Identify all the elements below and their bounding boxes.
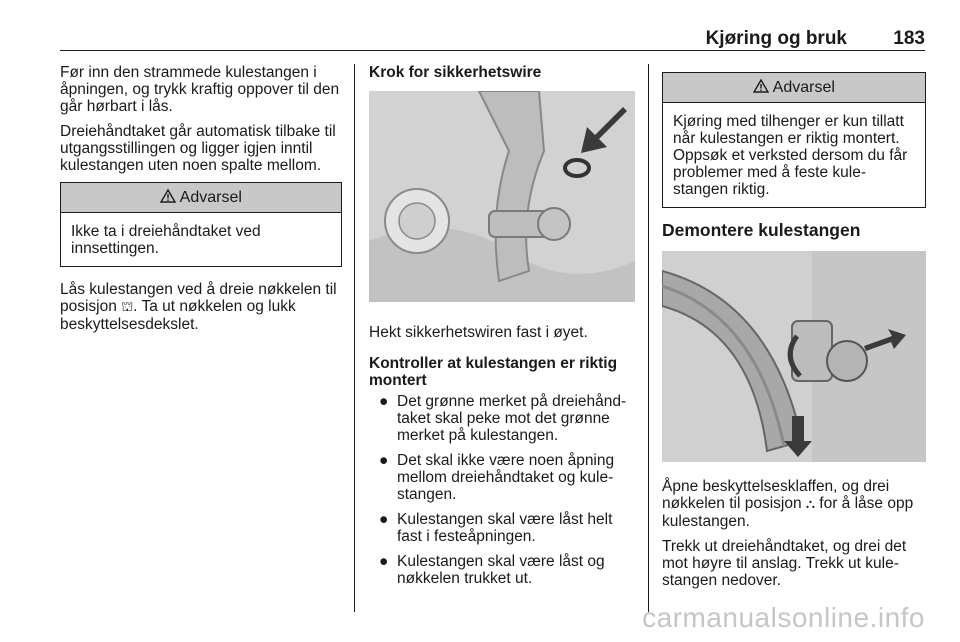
lock-open-icon: ⛬ bbox=[805, 497, 815, 512]
column-divider-2 bbox=[648, 64, 649, 612]
bullet-icon: ● bbox=[379, 452, 389, 469]
warning-title: Advarsel bbox=[179, 189, 242, 206]
list-item-text: Det skal ikke være noen åpning mellom dreiehåndtaket og kulestangen. bbox=[397, 452, 615, 503]
bullet-icon: ● bbox=[379, 511, 389, 528]
watermark: carmanualsonline.info bbox=[642, 602, 925, 633]
warning-box bbox=[60, 182, 342, 267]
heading-remove-ball: Demontere kulestangen bbox=[662, 220, 861, 240]
lock-text-b: . Ta ut nøkkelen og lukk beskyttelsesdekslet. bbox=[60, 298, 296, 333]
warning-triangle-icon bbox=[753, 79, 773, 96]
safety-wire-eye-illustration bbox=[369, 91, 635, 306]
heading-check-mounted: Kontroller at kulestangen er riktig montert bbox=[369, 355, 618, 389]
section-title: Kjøring og bruk bbox=[705, 28, 847, 49]
list-item bbox=[369, 452, 635, 503]
warning-text: Kjøring med tilhenger er kun tillatt når kulestangen er riktig montert. Oppsøk et verksted dersom du får problemer med å feste kulestangen riktig. bbox=[673, 113, 908, 198]
paragraph-handle-returns: Dreiehåndtaket går automatisk tilbake til utgangsstillingen og ligger igjen inntil kulestangen uten noen spalte mellom. bbox=[60, 123, 336, 174]
page-header bbox=[60, 26, 925, 51]
bullet-icon: ● bbox=[379, 553, 389, 570]
list-item bbox=[369, 393, 635, 444]
warning-box bbox=[662, 72, 926, 208]
lock-text-a: Lås kulestangen ved å dreie nøkkelen til posisjon bbox=[60, 281, 337, 315]
warning-header bbox=[663, 73, 925, 103]
paragraph-pull-handle: Trekk ut dreiehåndtaket, og drei det mot høyre til anslag. Trekk ut kulestangen nedover. bbox=[662, 538, 907, 589]
list-item-text: Det grønne merket på dreiehåndtaket skal peke mot det grønne merket på kulestangen. bbox=[397, 393, 627, 444]
warning-text: Ikke ta i dreiehåndtaket ved innsettingen. bbox=[71, 223, 261, 257]
caption-hook-wire: Hekt sikkerhetswiren fast i øyet. bbox=[369, 324, 588, 341]
warning-title: Advarsel bbox=[772, 79, 835, 96]
page-number: 183 bbox=[893, 28, 925, 49]
column-2 bbox=[369, 64, 635, 595]
bullet-icon: ● bbox=[379, 393, 389, 410]
list-item bbox=[369, 511, 635, 545]
remove-ball-illustration bbox=[662, 251, 928, 462]
warning-header bbox=[61, 183, 341, 213]
column-3 bbox=[662, 64, 926, 597]
check-list bbox=[369, 393, 635, 587]
lock-closed-icon: ⛫ bbox=[121, 300, 134, 315]
paragraph-insert-ball: Før inn den strammede kulestangen i åpningen, og trykk kraftig oppover til den går hørbart i lås. bbox=[60, 64, 340, 115]
heading-safety-wire: Krok for sikkerhetswire bbox=[369, 64, 542, 81]
warning-triangle-icon bbox=[160, 189, 180, 206]
list-item-text: Kulestangen skal være låst og nøkkelen trukket ut. bbox=[397, 553, 605, 587]
paragraph-lock bbox=[60, 281, 342, 333]
column-divider-1 bbox=[354, 64, 355, 612]
paragraph-open-flap bbox=[662, 478, 926, 530]
unlock-text-a: Åpne beskyttelsesklaffen, og drei nøkkelen til posisjon bbox=[662, 478, 890, 512]
column-1 bbox=[60, 64, 342, 341]
list-item bbox=[369, 553, 635, 587]
unlock-text-b: for å låse opp kulestangen. bbox=[662, 495, 914, 530]
list-item-text: Kulestangen skal være låst helt fast i festeåpningen. bbox=[397, 511, 613, 545]
